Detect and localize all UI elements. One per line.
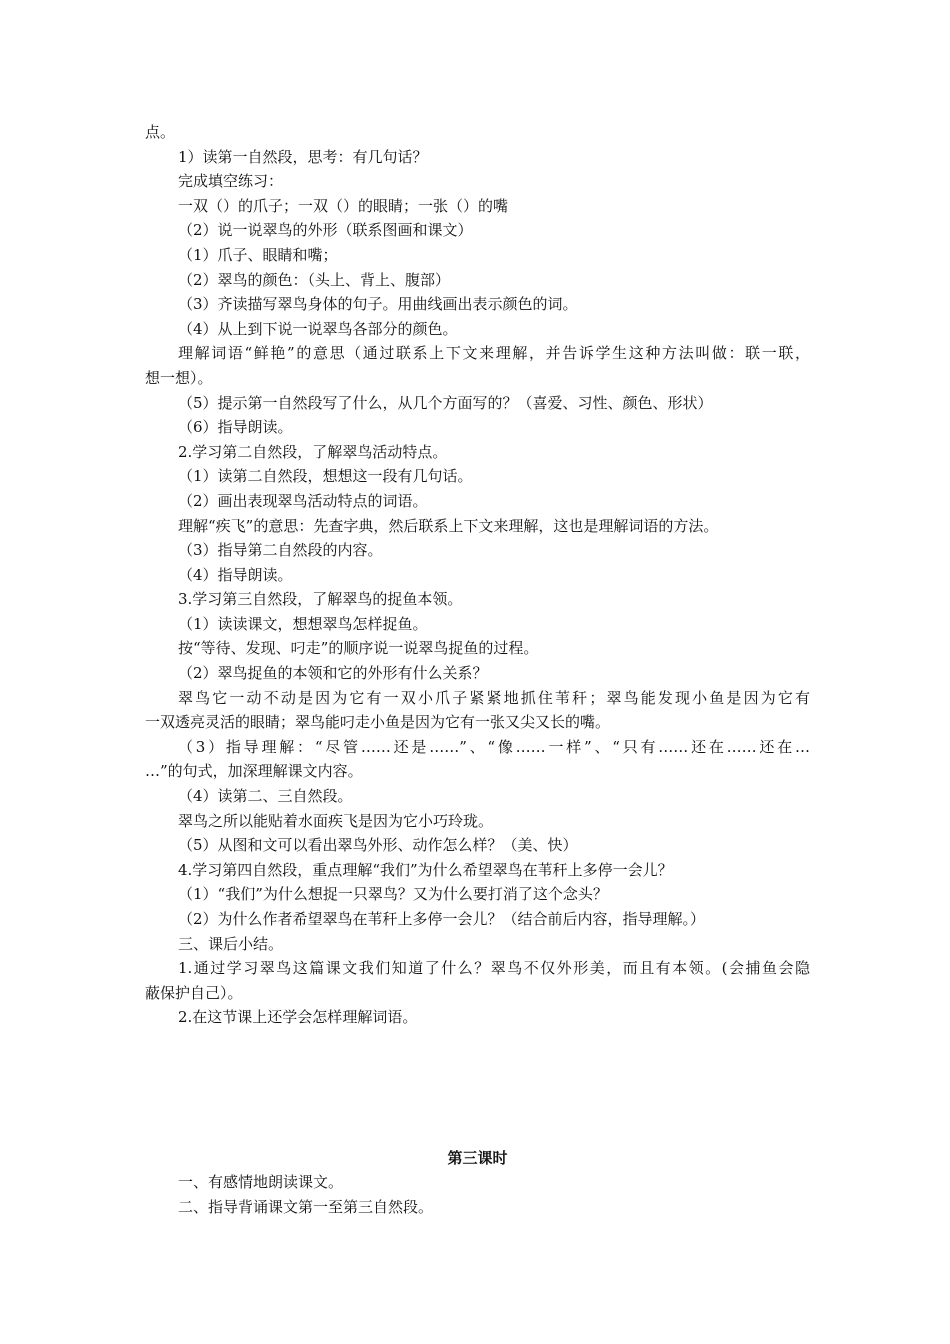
paragraph-line: （1）爪子、眼睛和嘴；: [178, 245, 338, 264]
paragraph-line: （5）提示第一自然段写了什么，从几个方面写的？（喜爱、习性、颜色、形状）: [178, 393, 713, 412]
paragraph-line: 2.学习第二自然段，了解翠鸟活动特点。: [178, 442, 448, 461]
paragraph-line: 2.在这节课上还学会怎样理解词语。: [178, 1008, 418, 1027]
paragraph-line: 按“等待、发现、叼走”的顺序说一说翠鸟捉鱼的过程。: [178, 639, 539, 658]
paragraph-line: （2）画出表现翠鸟活动特点的词语。: [178, 491, 428, 510]
paragraph-line: 翠鸟它一动不动是因为它有一双小爪子紧紧地抓住苇秆；翠鸟能发现小鱼是因为它有: [178, 688, 810, 707]
paragraph-line: 一、有感情地朗读课文。: [178, 1173, 344, 1191]
paragraph-line: 一双（）的爪子；一双（）的眼睛；一张（）的嘴: [178, 196, 509, 215]
lesson-body: [145, 120, 810, 1030]
paragraph-line: 理解“疾飞”的意思：先查字典，然后联系上下文来理解，这也是理解词语的方法。: [178, 516, 719, 535]
paragraph-line: 1）读第一自然段，思考：有几句话？: [178, 147, 428, 166]
paragraph-line: 点。: [145, 123, 176, 141]
paragraph-line: （5）从图和文可以看出翠鸟外形、动作怎么样？（美、快）: [178, 836, 578, 855]
paragraph-line: 1.通过学习翠鸟这篇课文我们知道了什么？翠鸟不仅外形美，而且有本领。(会捕鱼会隐: [178, 959, 810, 978]
paragraph-line: 理解词语“鲜艳”的意思（通过联系上下文来理解，并告诉学生这种方法叫做：联一联，: [178, 344, 810, 363]
paragraph-line: （2）为什么作者希望翠鸟在苇秆上多停一会儿？（结合前后内容，指导理解。）: [178, 910, 706, 928]
paragraph-line: （3）指导第二自然段的内容。: [178, 541, 383, 560]
paragraph-line: 二、指导背诵课文第一至第三自然段。: [178, 1197, 434, 1216]
paragraph-line: （6）指导朗读。: [178, 418, 293, 437]
paragraph-line: （4）从上到下说一说翠鸟各部分的颜色。: [178, 319, 458, 338]
section-title: 第三课时: [447, 1149, 508, 1167]
paragraph-line: 蔽保护自己）。: [145, 983, 243, 1002]
paragraph-line: （4）读第二、三自然段。: [178, 787, 353, 806]
paragraph-line: （3）齐读描写翠鸟身体的句子。用曲线画出表示颜色的词。: [178, 295, 578, 314]
paragraph-line: （2）说一说翠鸟的外形（联系图画和课文）: [178, 221, 473, 240]
paragraph-line: （2）翠鸟捉鱼的本领和它的外形有什么关系？: [178, 664, 488, 683]
paragraph-line: （4）指导朗读。: [178, 565, 293, 584]
paragraph-line: 3.学习第三自然段，了解翠鸟的捉鱼本领。: [178, 590, 463, 609]
paragraph-line: （1）“我们”为什么想捉一只翠鸟？又为什么要打消了这个念头？: [178, 885, 608, 904]
paragraph-line: 翠鸟之所以能贴着水面疾飞是因为它小巧玲珑。: [178, 811, 494, 830]
paragraph-line: 一双透亮灵活的眼睛；翠鸟能叼走小鱼是因为它有一张又尖又长的嘴。: [145, 713, 611, 732]
paragraph-line: 完成填空练习：: [178, 172, 284, 191]
paragraph-line: （2）翠鸟的颜色：（头上、背上、腹部）: [178, 270, 451, 289]
paragraph-line: （1）读第二自然段，想想这一段有几句话。: [178, 467, 473, 486]
paragraph-line: 三、课后小结。: [178, 934, 284, 953]
paragraph-line: …”的句式，加深理解课文内容。: [145, 762, 363, 781]
section-body: [145, 1170, 810, 1219]
paragraph-line: 4.学习第四自然段，重点理解“我们”为什么希望翠鸟在苇秆上多停一会儿？: [178, 860, 673, 879]
paragraph-line: 想一想）。: [145, 368, 213, 387]
paragraph-line: （3）指导理解：“尽管……还是……”、“像……一样”、“只有……还在……还在…: [178, 737, 810, 756]
paragraph-line: （1）读读课文，想想翠鸟怎样捉鱼。: [178, 614, 428, 633]
